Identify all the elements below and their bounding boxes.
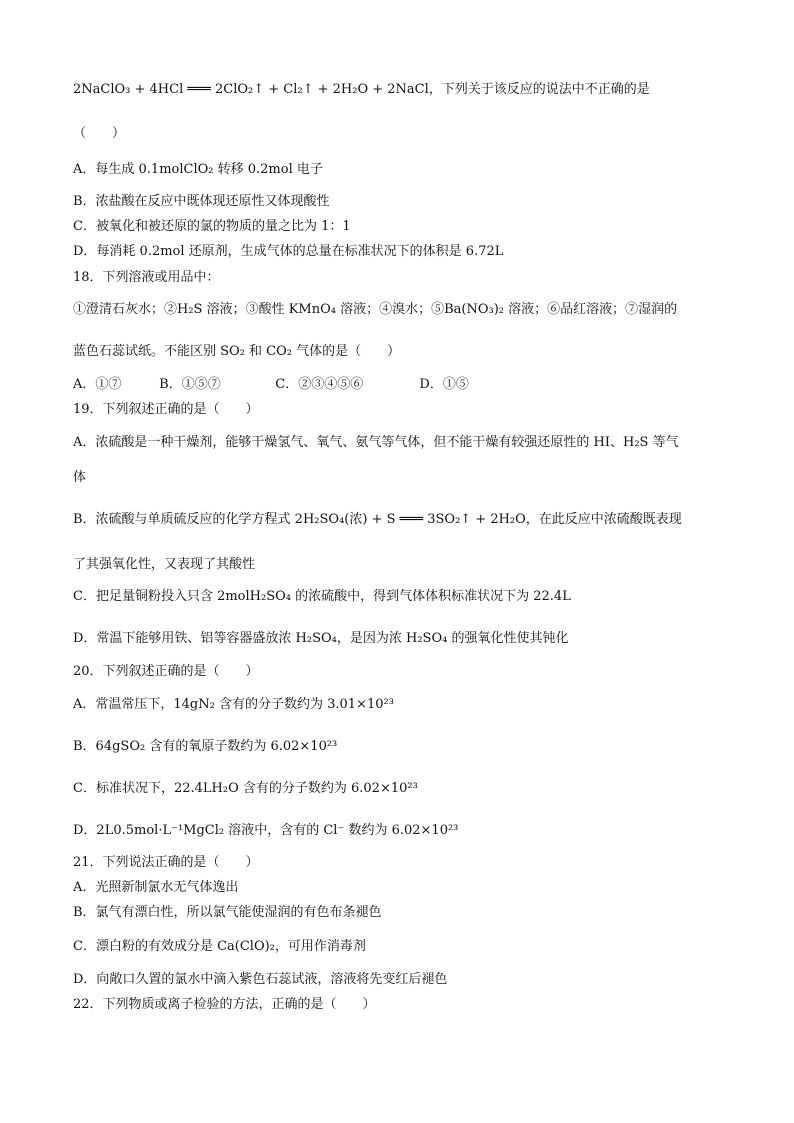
- q18-option-d: D．①⑤: [419, 377, 469, 392]
- q17-option-a: A．每生成 0.1molClO₂ 转移 0.2mol 电子: [73, 162, 323, 177]
- q18-reagent-list: ①澄清石灰水；②H₂S 溶液；③酸性 KMnO₄ 溶液；④溴水；⑤Ba(NO₃)₂ 溶液；⑥品红溶液；⑦湿润的: [73, 302, 678, 317]
- q19-option-b: B．浓硫酸与单质硫反应的化学方程式 2H₂SO₄(浓) + S ═══ 3SO₂↑ + 2H₂O，在此反应中浓硫酸既表现: [73, 512, 682, 527]
- q21-option-c: C．漂白粉的有效成分是 Ca(ClO)₂，可用作消毒剂: [73, 939, 366, 954]
- question-20-stem: 20．下列叙述正确的是（ ）: [73, 664, 259, 679]
- q19-option-c: C．把足量铜粉投入只含 2molH₂SO₄ 的浓硫酸中，得到气体体积标准状况下为 22.4L: [73, 589, 571, 604]
- q20-option-a: A．常温常压下，14gN₂ 含有的分子数约为 3.01×10²³: [73, 697, 394, 712]
- q20-option-d: D．2L0.5mol·L⁻¹MgCl₂ 溶液中，含有的 Cl⁻ 数约为 6.02×10²³: [73, 823, 459, 838]
- answer-brackets: （ ）: [73, 126, 126, 141]
- q19-option-a-cont: 体: [73, 470, 87, 485]
- q18-option-b: B．①⑤⑦: [159, 377, 221, 392]
- question-21-stem: 21．下列说法正确的是（ ）: [73, 855, 259, 870]
- question-19-stem: 19．下列叙述正确的是（ ）: [73, 402, 259, 417]
- q21-option-d: D．向敞口久置的氯水中滴入紫色石蕊试液，溶液将先变红后褪色: [73, 972, 448, 987]
- q18-question: 蓝色石蕊试纸。不能区别 SO₂ 和 CO₂ 气体的是（ ）: [73, 344, 401, 359]
- q19-option-b-cont: 了其强氧化性，又表现了其酸性: [73, 557, 256, 572]
- q19-option-a: A．浓硫酸是一种干燥剂，能够干燥氢气、氧气、氨气等气体，但不能干燥有较强还原性的 HI、H₂S 等气: [73, 435, 679, 450]
- question-22-stem: 22．下列物质或离子检验的方法，正确的是（ ）: [73, 997, 376, 1012]
- q18-option-c: C．②③④⑤⑥: [275, 377, 364, 392]
- q18-options: [73, 375, 734, 395]
- q20-option-b: B．64gSO₂ 含有的氧原子数约为 6.02×10²³: [73, 739, 338, 754]
- q17-option-b: B．浓盐酸在反应中既体现还原性又体现酸性: [73, 194, 330, 209]
- question-18-stem: 18．下列溶液或用品中：: [73, 270, 220, 285]
- question-17-stem: 2NaClO₃ + 4HCl ═══ 2ClO₂↑ + Cl₂↑ + 2H₂O + 2NaCl，下列关于该反应的说法中不正确的是: [73, 82, 650, 97]
- q20-option-c: C．标准状况下，22.4LH₂O 含有的分子数约为 6.02×10²³: [73, 781, 418, 796]
- q17-option-c: C．被氧化和被还原的氯的物质的量之比为 1：1: [73, 219, 351, 234]
- q21-option-b: B．氯气有漂白性，所以氯气能使湿润的有色布条褪色: [73, 905, 382, 920]
- q21-option-a: A．光照新制氯水无气体逸出: [73, 880, 239, 895]
- q18-option-a: A．①⑦: [73, 377, 122, 392]
- q17-option-d: D．每消耗 0.2mol 还原剂，生成气体的总量在标准状况下的体积是 6.72L: [73, 244, 504, 259]
- q19-option-d: D．常温下能够用铁、铝等容器盛放浓 H₂SO₄，是因为浓 H₂SO₄ 的强氧化性使其钝化: [73, 631, 569, 646]
